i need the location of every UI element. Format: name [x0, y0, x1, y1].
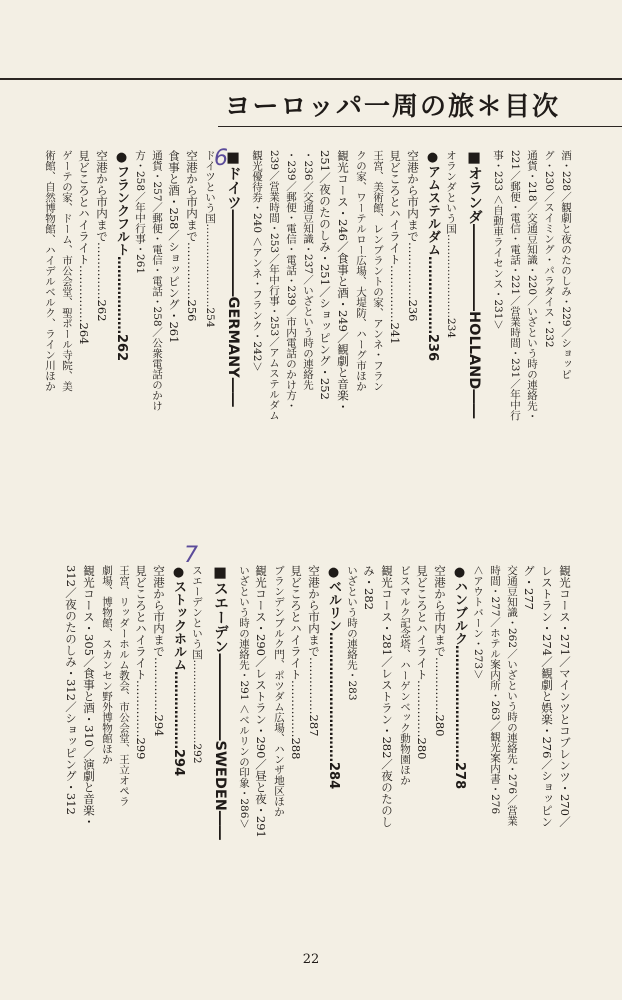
toc-line: 空港から市内まで……………256 — [185, 150, 199, 322]
toc-line: 王宮、美術館、レンブラントの家、アンネ・フラン — [372, 150, 384, 392]
country-heading: ■オランダ――――――HOLLAND―― — [466, 150, 482, 419]
toc-line: ＜アウトバーン・273＞ — [472, 565, 484, 680]
toc-line: 王宮、リッダーホルム教会、市公会堂、王立オペラ — [118, 565, 130, 807]
title-rule — [218, 126, 622, 127]
toc-line: 観光コース・281／レストラン・282／夜のたのし — [380, 565, 394, 828]
toc-line: 通貨・257／郵便・電信・電話・258／公衆電話のかけ — [151, 150, 163, 411]
city-heading: ●ハンブルク………………………278 — [452, 565, 467, 790]
toc-line: み・282 — [362, 565, 376, 610]
toc-line: ゲーテの家、ドーム、市公会堂、聖ポール寺院、美 — [61, 150, 73, 392]
toc-line: 空港から市内まで……………280 — [433, 565, 447, 737]
toc-line: 劇場、博物館、スカンセン野外博物館ほか — [101, 565, 113, 765]
toc-line: 空港から市内まで……………236 — [406, 150, 420, 322]
toc-line: 見どころとハイライト……………288 — [289, 565, 303, 760]
toc-line: 空港から市内まで……………294 — [152, 565, 166, 737]
city-heading: ●ベルリン…………………………284 — [326, 565, 341, 790]
toc-line: 観光コース・246／食事と酒・249／観劇と音楽・ — [336, 150, 350, 413]
toc-line: 事・233 ＜自動車ライセンス・231＞ — [492, 150, 504, 330]
city-heading: ●ストックホルム………………294 — [171, 565, 186, 777]
toc-line: クの家、ワーテルロー広場、大堤防、ハーグ市ほか — [355, 150, 367, 392]
toc-line: 312／夜のたのしみ・312／ショッピング・312 — [64, 565, 78, 815]
toc-line: 221／郵便・電信・電話・221／営業時間・231／年中行 — [509, 150, 521, 421]
toc-line: レストラン・274／観劇と娯楽・276／ショッピン — [540, 565, 554, 828]
city-heading: ●アムステルダム………………236 — [425, 150, 440, 362]
toc-line: 観光コース・271／マインツとコブレンツ・270／ — [558, 565, 572, 828]
toc-line: 見どころとハイライト……………241 — [388, 150, 402, 345]
handwritten-note-7: 7 — [184, 543, 198, 568]
toc-line: ブランデンブルク門、ポツダム広場、ハンザ地区ほか — [273, 565, 285, 817]
toc-line: ・236／交通豆知識・237／いざという時の連絡先 — [302, 150, 314, 390]
toc-line: 観光優待券・240 ＜アンネ・フランク・242＞ — [251, 150, 263, 372]
page-title: ヨーロッパ一周の旅＊目次 — [224, 92, 560, 122]
toc-line: 通貨・218／交通豆知識・220／いざという時の連絡先・ — [526, 150, 538, 422]
toc-line: ドイツという国……………………254 — [204, 150, 216, 328]
toc-line: 時間・277／ホテル案内所・263／観光案内書・276 — [489, 565, 501, 815]
page-number: 22 — [302, 952, 320, 967]
toc-line: 観光コース・305／食事と酒・310／演劇と音楽・ — [82, 565, 96, 828]
handwritten-note-6: 6 — [214, 146, 228, 171]
toc-line: オランダという国……………………234 — [445, 150, 457, 339]
toc-line: 空港から市内まで……………287 — [307, 565, 321, 737]
toc-line: スエーデンという国……………………292 — [191, 565, 203, 764]
toc-line: 空港から市内まで……………262 — [95, 150, 109, 322]
toc-line: ビスマルク記念塔、ハーゲンベック動物園ほか — [399, 565, 411, 786]
toc-line: いざという時の連絡先・291 ＜ベルリンの印象・286＞ — [238, 565, 250, 829]
toc-line: 見どころとハイライト……………299 — [134, 565, 148, 760]
toc-line: 251／夜のたのしみ・251／ショッピング・252 — [318, 150, 332, 400]
toc-line: 術館、自然博物館、ハイデルベルク、ライン川ほか — [44, 150, 56, 392]
country-heading: ■スエーデン――――――SWEDEN―― — [212, 565, 228, 840]
toc-line: 食事と酒・258／ショッピング・261 — [167, 150, 181, 344]
toc-line: ・239／郵便・電信・電話・239／市内電話のかけ方・ — [285, 150, 297, 411]
toc-line: グ・277 — [522, 565, 536, 610]
toc-line: 方・258／年中行事・261 — [134, 150, 146, 275]
toc-upper-block — [0, 150, 622, 542]
country-heading: ■ドイツ――――――GERMANY―― — [225, 150, 241, 407]
toc-line: 観光コース・290／レストラン・290／昼と夜・291 — [254, 565, 268, 838]
toc-lower-block — [0, 565, 622, 945]
toc-line: グ・230／スイミング・パラダイス・232 — [543, 150, 555, 348]
toc-line: 239／営業時間・253／年中行事・253／アムステルダム — [268, 150, 280, 421]
toc-line: 交通豆知識・262／いざという時の連絡先・276／営業 — [506, 565, 518, 826]
top-rule — [0, 78, 622, 80]
city-heading: ●フランクフルト………………262 — [114, 150, 129, 362]
toc-line: 見どころとハイライト……………264 — [77, 150, 91, 345]
toc-line: いざという時の連絡先・283 — [346, 565, 358, 701]
toc-line: 見どころとハイライト……………280 — [415, 565, 429, 760]
toc-line: 酒・228／観劇と夜のたのしみ・229／ショッピ — [560, 150, 572, 380]
